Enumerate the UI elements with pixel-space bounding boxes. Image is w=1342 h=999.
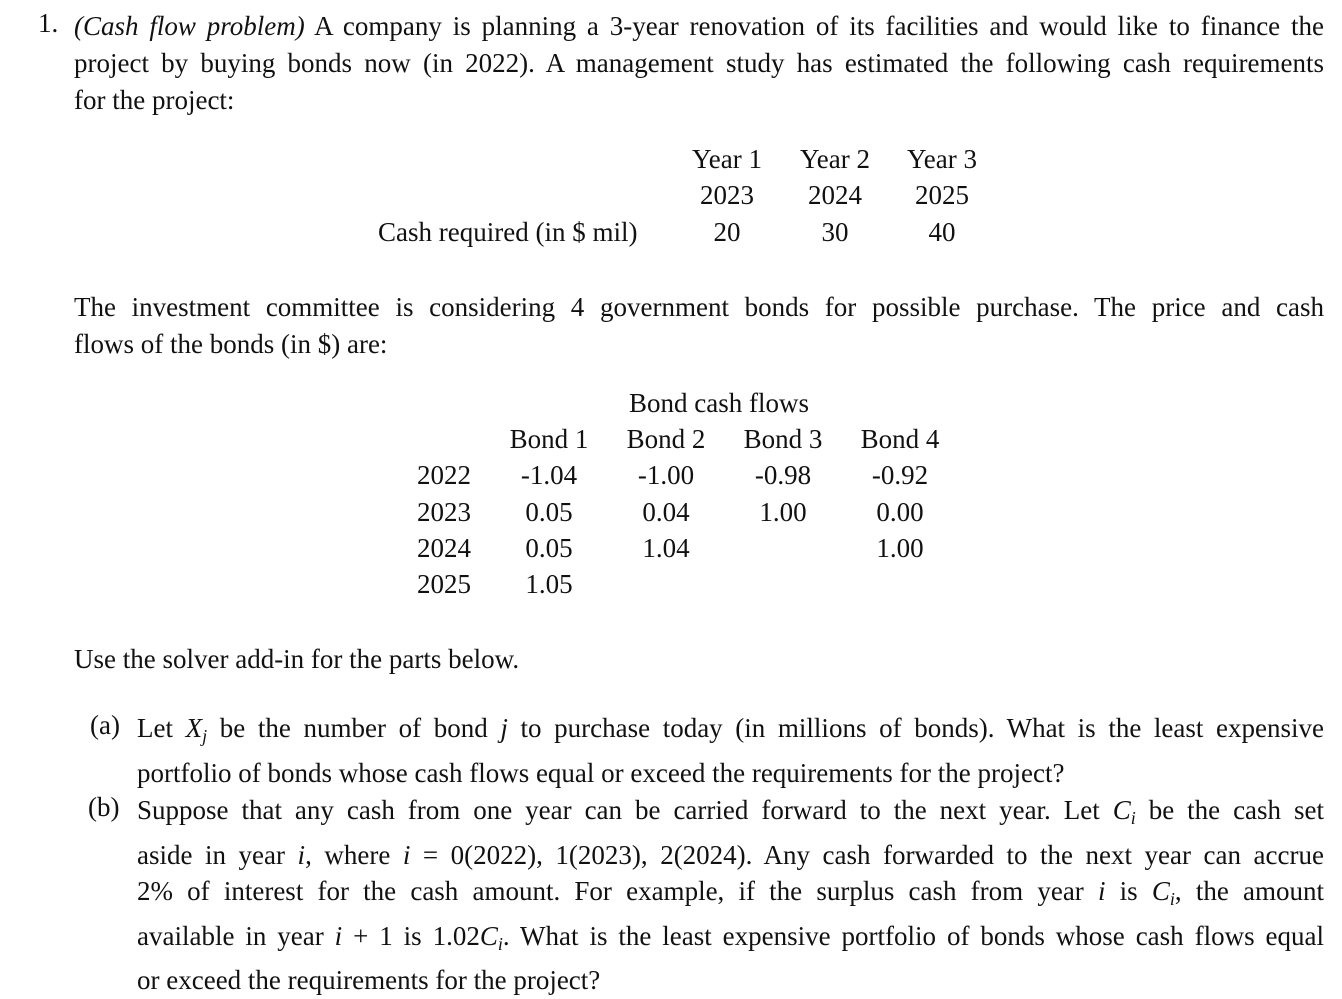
question-title: (Cash flow problem) — [74, 11, 305, 41]
bond-cell: -0.92 — [871, 460, 929, 490]
bonds-intro-line-1: The investment committee is considering 4 government bonds for possible purchase. The price and cash — [74, 292, 1324, 322]
bond-cell: -0.98 — [754, 460, 812, 490]
bond-cell: -1.04 — [520, 460, 578, 490]
cash-year-header-3: Year 3 — [906, 144, 977, 174]
intro-line-2: project by buying bonds now (in 2022). A management study has estimated the following cash requirements — [74, 48, 1324, 78]
part-a-label: (a) — [90, 710, 120, 740]
part-a-line-2: portfolio of bonds whose cash flows equal or exceed the requirements for the project? — [137, 758, 1065, 788]
bonds-intro — [74, 289, 1324, 363]
bond-table-title: Bond cash flows — [629, 388, 809, 418]
cash-value-3: 40 — [928, 217, 956, 247]
bond-cell: 0.05 — [525, 533, 573, 563]
bond-row-year: 2023 — [417, 497, 471, 527]
bond-cell: 1.00 — [759, 497, 807, 527]
bond-row-year: 2024 — [417, 533, 471, 563]
intro-line-3: for the project: — [74, 85, 235, 115]
bond-row-year: 2022 — [417, 460, 471, 490]
cash-row-label: Cash required (in $ mil) — [378, 217, 638, 247]
bond-cell: 1.05 — [525, 569, 573, 599]
part-b-line-5: or exceed the requirements for the project? — [137, 965, 601, 995]
cash-value-1: 20 — [713, 217, 741, 247]
cash-calendar-1: 2023 — [700, 180, 754, 210]
bond-cell: 0.00 — [876, 497, 924, 527]
cash-value-2: 30 — [821, 217, 849, 247]
part-b-line-1: Suppose that any cash from one year can be carried forward to the next year. Let $C_i$ be the cash set — [137, 795, 1324, 828]
part-a-text — [137, 710, 1324, 792]
bonds-intro-line-2: flows of the bonds (in $) are: — [74, 329, 388, 359]
part-b-line-4: available in year i + 1 is $1.02C_i$. What is the least expensive portfolio of bonds whose cash flows equal — [137, 920, 1324, 954]
part-b-line-2: aside in year i, where i = 0(2022), 1(2023), 2(2024). Any cash forwarded to the next year can accrue — [137, 839, 1324, 870]
part-b-label: (b) — [88, 792, 120, 822]
cash-year-header-1: Year 1 — [691, 144, 762, 174]
bond-cell: 1.04 — [642, 533, 690, 563]
bond-cell: 1.00 — [876, 533, 924, 563]
intro-line-1: (Cash flow problem) A company is planning a 3-year renovation of its facilities and would like to finance the — [74, 11, 1324, 41]
question-intro — [74, 8, 1324, 119]
bond-header-1: Bond 1 — [509, 424, 589, 454]
bond-header-3: Bond 3 — [743, 424, 823, 454]
part-a-line-1: Let $X_j$ be the number of bond j to purchase today (in millions of bonds). What is the least expensive — [137, 713, 1324, 746]
bond-cell: 0.05 — [525, 497, 573, 527]
part-b-text — [137, 792, 1324, 999]
question-number: 1. — [38, 8, 59, 38]
bond-row-year: 2025 — [417, 569, 471, 599]
bond-header-2: Bond 2 — [626, 424, 706, 454]
bond-cell: 0.04 — [642, 497, 690, 527]
solver-note: Use the solver add-in for the parts below. — [74, 644, 520, 674]
cash-calendar-2: 2024 — [808, 180, 862, 210]
bond-header-4: Bond 4 — [860, 424, 940, 454]
cash-calendar-3: 2025 — [915, 180, 969, 210]
bond-cell: -1.00 — [637, 460, 695, 490]
part-b-line-3: 2% of interest for the cash amount. For example, if the surplus cash from year i is $C_i$, the amount — [137, 876, 1324, 909]
cash-year-header-2: Year 2 — [799, 144, 870, 174]
